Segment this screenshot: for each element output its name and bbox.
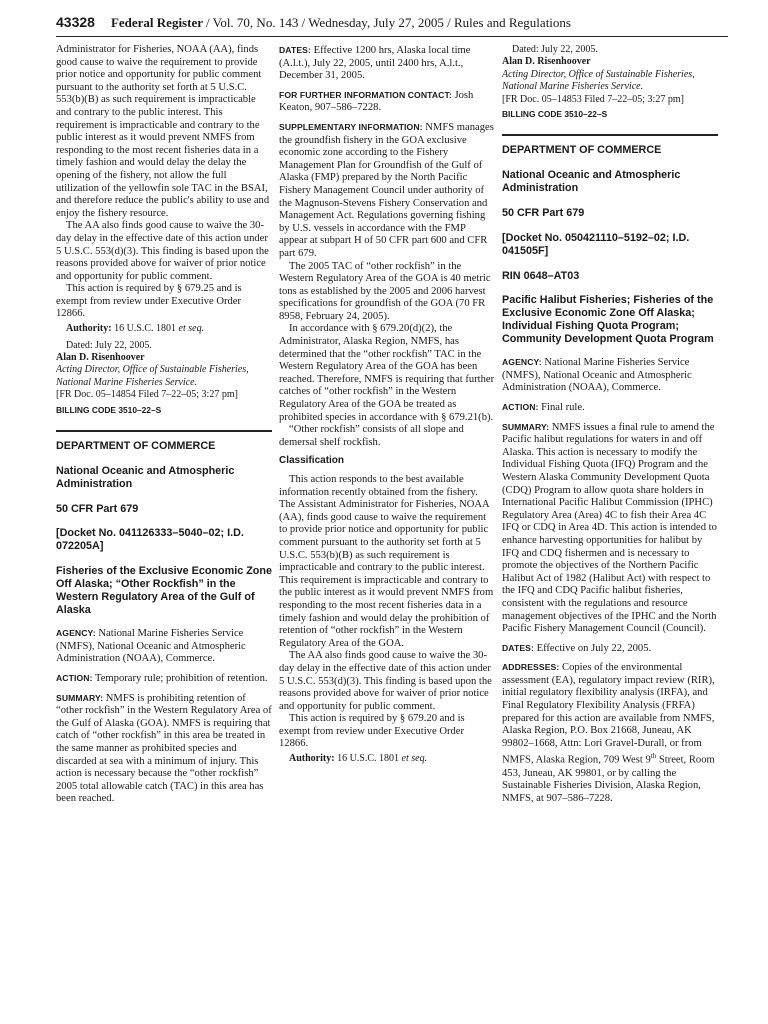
cfr-heading: 50 CFR Part 679 xyxy=(502,207,585,220)
column-1 xyxy=(56,44,272,1016)
rule-title: Pacific Halibut Fisheries; Fisheries of the Exclusive Economic Zone Off Alaska; Individual Fishing Quota Program; Community Development Quota Program xyxy=(502,294,714,346)
authority-etseq: et seq. xyxy=(178,323,205,335)
signer-name: Alan D. Risenhoover xyxy=(502,56,591,68)
dates-label: DATES: xyxy=(502,642,534,653)
agency-section xyxy=(502,356,718,395)
fr-doc-line: [FR Doc. 05–14854 Filed 7–22–05; 3:27 pm] xyxy=(56,389,238,401)
authority-citation xyxy=(56,323,272,336)
paragraph: The AA also finds good cause to waive the 30-day delay in the effective date of this action under 5 U.S.C. 553(d)(3). This finding is based upon the reasons provided above for waiver of prior notice and opportunity for public comment. xyxy=(56,220,269,282)
paragraph: This action is required by § 679.20 and is exempt from review under Executive Order 12866. xyxy=(279,713,465,750)
contact-label: FOR FURTHER INFORMATION CONTACT: xyxy=(279,89,452,100)
dates-text: Effective on July 22, 2005. xyxy=(533,642,652,654)
agency-text: National Marine Fisheries Service (NMFS), National Oceanic and Atmospheric Administration (NOAA), Commerce. xyxy=(502,357,692,394)
authority-label: Authority: xyxy=(289,753,335,765)
section-divider xyxy=(502,134,718,136)
signature-date: Dated: July 22, 2005. xyxy=(66,339,152,351)
authority-citation xyxy=(279,753,495,766)
summary-label: SUMMARY: xyxy=(502,421,550,432)
signature-block xyxy=(502,44,718,120)
summary-label: SUMMARY: xyxy=(56,692,104,703)
dates-section xyxy=(502,642,718,656)
paragraph: The 2005 TAC of “other rockfish” in the Western Regulatory Area of the GOA is 40 metric tons as established by the 2005 and 2006 harvest specifications for groundfish of the GOA (70 FR 8958, February 24, 2005). xyxy=(279,260,491,322)
action-section xyxy=(56,672,272,686)
column-2 xyxy=(279,44,495,1016)
summary-section xyxy=(56,692,272,806)
signature-date: Dated: July 22, 2005. xyxy=(512,44,598,55)
addresses-text: Copies of the environmental assessment (EA), regulatory impact review (RIR), initial regulatory flexibility analysis (IRFA), and Final Regulatory Flexibility Analysis (FRFA) prepared for this action are available from NMFS, Alaska Region, P.O. Box 21668, Juneau, AK 99802–1668, Attn: Lori Gravel-Durall, or from NMFS, Alaska Region, 709 West 9 xyxy=(502,662,715,766)
docket-heading: [Docket No. 041126333–5040–02; I.D. 072205A] xyxy=(56,527,244,553)
paragraph: “Other rockfish” consists of all slope and demersal shelf rockfish. xyxy=(279,424,464,448)
paragraph: In accordance with § 679.20(d)(2), the Administrator, Alaska Region, NMFS, has determined that the “other rockfish” TAC in the Western Regulatory Area of the GOA has been reached. Therefore, NMFS is requiring that further catches of “other rockfish” in the Western Regulatory Area of the GOA be treated as prohibited species in accordance with § 679.21(b). xyxy=(279,323,495,423)
supplementary-text: NMFS manages the groundfish fishery in the GOA exclusive economic zone according to the Fishery Management Plan for Groundfish of the Gulf of Alaska (FMP) prepared by the North Pacific Fishery Management Council under authority of the Magnuson-Stevens Fishery Conservation and Management Act. Regulations governing fishing by U.S. vessels in accordance with the FMP appear at subpart H of 50 CFR part 600 and CFR part 679. xyxy=(279,121,494,259)
dates-section xyxy=(279,44,495,83)
section-divider xyxy=(56,430,272,432)
publication-name: Federal Register xyxy=(110,15,203,30)
agency-label: AGENCY: xyxy=(56,628,96,639)
authority-etseq: et seq. xyxy=(401,753,428,765)
summary-text: NMFS issues a final rule to amend the Pacific halibut regulations for waters in and off Alaska. This action is necessary to modify the Individual Fishing Quota (IFQ) Program and the Western Alaska Community Development Quota (CDQ) Program to allow quota share holders in International Pacific Halibut Commission (IPHC) Regulatory Area (Area) 4C to fish their Area 4C IFQ or CDQ in Area 4D. This action is intended to enhance harvesting opportunities for halibut by IFQ and CDQ fishermen and is necessary to promote the objectives of the Northern Pacific Halibut Act of 1982 (Halibut Act) with respect to the IFQ and CDQ Pacific halibut fisheries, consistent with the regulations and resource management objectives of the IPHC and the North Pacific Fishery Management Council (Council). xyxy=(502,421,717,635)
addresses-text-cont: Street, Room 453, Juneau, AK 99801, or by calling the Sustainable Fisheries Division, Alaska Region, NMFS, at 907–586–7228. xyxy=(502,754,715,804)
cfr-heading: 50 CFR Part 679 xyxy=(56,502,139,515)
fr-doc-line: [FR Doc. 05–14853 Filed 7–22–05; 3:27 pm] xyxy=(502,93,684,105)
paragraph: This action responds to the best available information recently obtained from the fishery. The Assistant Administrator for Fisheries, NOAA (AA), finds good cause to waive the requirement to provide prior notice and opportunity for public comment pursuant to the authority set forth at 5 U.S.C. 553(b)(B) as such requirement is impracticable and contrary to the public interest. This requirement is impracticable and contrary to the public interest as it would prevent NMFS from responding to the most recent fisheries data in a timely fashion and would delay the prohibition of retention of “other rockfish” in the Western Regulatory Area of the GOA. xyxy=(279,474,494,649)
contact-text: Josh Keaton, 907–586–7228. xyxy=(279,89,474,114)
ordinal-suffix: th xyxy=(650,752,657,761)
page-header xyxy=(56,14,728,37)
signer-name: Alan D. Risenhoover xyxy=(56,352,145,364)
classification-heading: Classification xyxy=(279,455,345,467)
agency-text: National Marine Fisheries Service (NMFS), National Oceanic and Atmospheric Administration (NOAA), Commerce. xyxy=(56,628,246,665)
signature-block xyxy=(56,340,272,416)
authority-label: Authority: xyxy=(66,323,112,335)
column-3 xyxy=(502,44,718,1016)
rule-title: Fisheries of the Exclusive Economic Zone Off Alaska; “Other Rockfish” in the Western Regulatory Area of the Gulf of Alaska xyxy=(56,565,272,617)
action-label: ACTION: xyxy=(502,402,539,412)
paragraph: The AA also finds good cause to waive the 30-day delay in the effective date of this action under 5 U.S.C. 553(d)(3). This finding is based upon the reasons provided above for waiver of prior notice and opportunity for public comment. xyxy=(279,650,492,712)
agency-heading: National Oceanic and Atmospheric Administration xyxy=(56,464,235,490)
action-label: ACTION: xyxy=(56,673,93,684)
summary-text: NMFS is prohibiting retention of “other rockfish” in the Western Regulatory Area of the Gulf of Alaska (GOA). NMFS is requiring that catch of “other rockfish” in this area be treated in the same manner as prohibited species and discarded at sea with a minimum of injury. This action is necessary because the “other rockfish” 2005 total allowable catch (TAC) in this area has been reached. xyxy=(56,692,272,805)
page-number: 43328 xyxy=(56,14,95,30)
supplementary-label: SUPPLEMENTARY INFORMATION: xyxy=(279,121,423,132)
issue-info: / Vol. 70, No. 143 / Wednesday, July 27, 2005 / Rules and Regulations xyxy=(205,15,571,30)
signer-title: Acting Director, Office of Sustainable Fisheries, National Marine Fisheries Service. xyxy=(502,68,695,93)
agency-label: AGENCY: xyxy=(502,357,542,368)
action-text: Final rule. xyxy=(538,402,585,413)
billing-code: BILLING CODE 3510–22–S xyxy=(56,404,162,415)
addresses-section xyxy=(502,661,718,805)
billing-code: BILLING CODE 3510–22–S xyxy=(502,109,608,120)
summary-section xyxy=(502,421,718,636)
agency-section xyxy=(56,627,272,666)
signer-title: Acting Director, Office of Sustainable Fisheries, National Marine Fisheries Service. xyxy=(56,364,249,388)
department-heading: DEPARTMENT OF COMMERCE xyxy=(502,144,662,157)
addresses-label: ADDRESSES: xyxy=(502,662,560,673)
department-heading: DEPARTMENT OF COMMERCE xyxy=(56,440,216,453)
dates-text: Effective 1200 hrs, Alaska local time (A.l.t.), July 22, 2005, until 2400 hrs, A.l.t., December 31, 2005. xyxy=(279,45,471,82)
docket-heading: [Docket No. 050421110–5192–02; I.D. 041505F] xyxy=(502,231,690,257)
agency-heading: National Oceanic and Atmospheric Administration xyxy=(502,169,681,195)
supplementary-section xyxy=(279,121,495,261)
contact-section xyxy=(279,89,495,115)
authority-text: 16 U.S.C. 1801 xyxy=(334,753,402,765)
rin-heading: RIN 0648–AT03 xyxy=(502,269,580,282)
paragraph: This action is required by § 679.25 and is exempt from review under Executive Order 12866. xyxy=(56,283,242,320)
action-text: Temporary rule; prohibition of retention. xyxy=(92,673,268,685)
dates-label: DATES: xyxy=(279,45,311,55)
authority-text: 16 U.S.C. 1801 xyxy=(111,323,179,335)
text-columns xyxy=(56,44,738,1019)
paragraph: Administrator for Fisheries, NOAA (AA), finds good cause to waive the requirement to provide prior notice and opportunity for public comment pursuant to the authority set forth at 5 U.S.C. 553(b)(B) as such requirement is impracticable and contrary to the public interest. This requirement is impracticable and contrary to the public interest as it would prevent NMFS from responding to the most recent fisheries data in a timely fashion and would delay the delay the opening of the fishery, not allow the full utilization of the yellowfin sole TAC in the BSAI, and therefore reduce the public's ability to use and enjoy the fishery resource. xyxy=(56,44,270,219)
action-section xyxy=(502,401,718,415)
